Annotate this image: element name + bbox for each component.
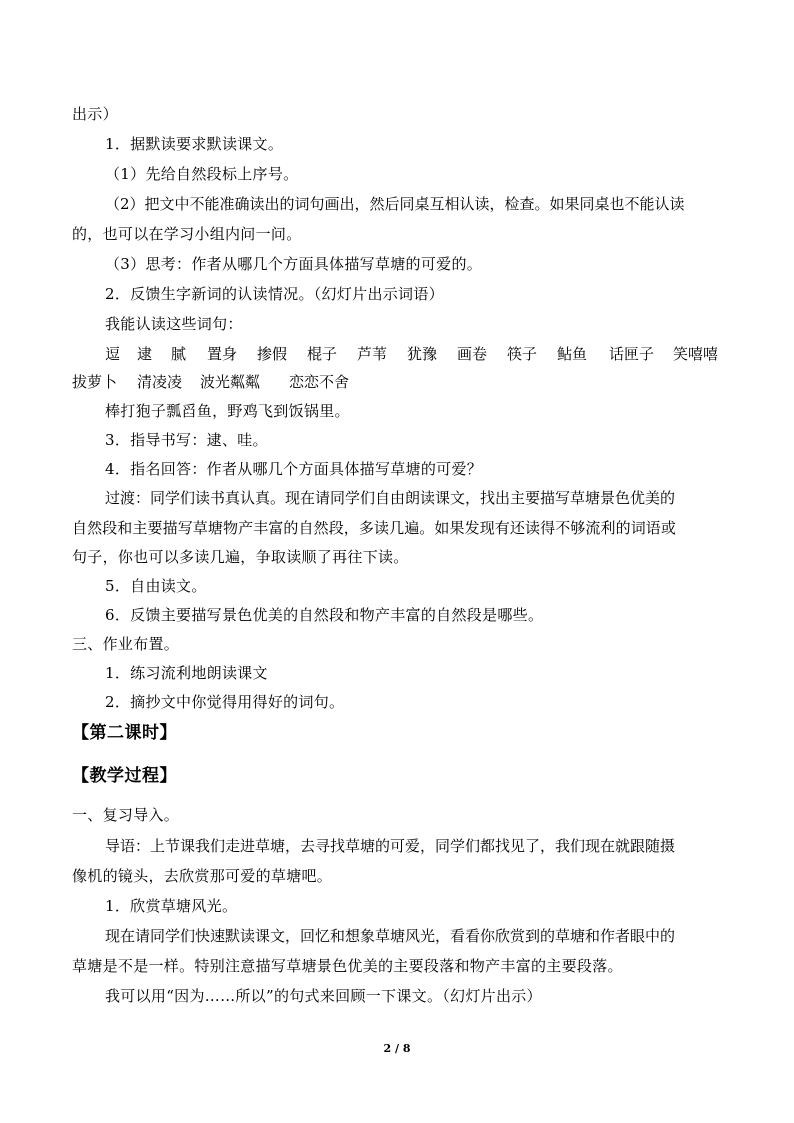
text-line: 2．摘抄文中你觉得用得好的词句。 (105, 693, 345, 711)
text-line: （3）思考：作者从哪几个方面具体描写草塘的可爱的。 (105, 255, 483, 273)
vocab-word: 波光粼粼 (200, 373, 261, 391)
section-title: 一、复习导入。 (72, 806, 180, 824)
text-line: （2）把文中不能准确读出的词句画出，然后同桌互相认读，检查。如果同桌也不能认读 (105, 195, 685, 213)
lesson-heading: 【第二课时】 (72, 723, 177, 743)
text-line: 的，也可以在学习小组内问一问。 (72, 225, 302, 243)
vocab-word: 犹豫 (407, 345, 438, 363)
text-line: 1．欣赏草塘风光。 (105, 897, 238, 915)
vocab-word: 腻 (171, 345, 187, 363)
text-line: 3．指导书写：逮、哇。 (105, 431, 268, 449)
vocab-word: 筷子 (507, 345, 538, 363)
text-line: 1．据默读要求默读课文。 (105, 135, 284, 153)
vocab-row-2 (0, 372, 794, 392)
text-line: 2．反馈生字新词的认读情况。（幻灯片出示词语） (105, 285, 444, 303)
text-line: 4．指名回答：作者从哪几个方面具体描写草塘的可爱？ (105, 460, 483, 478)
text-line: 像机的镜头，去欣赏那可爱的草塘吧。 (72, 867, 333, 885)
process-heading: 【教学过程】 (72, 766, 177, 786)
text-line: 过渡：同学们读书真认真。现在请同学们自由朗读课文，找出主要描写草塘景色优美的 (105, 489, 676, 507)
vocab-word: 清凌凌 (137, 373, 183, 391)
vocab-word: 掺假 (257, 345, 288, 363)
section-title: 三、作业布置。 (72, 635, 180, 653)
text-line: 6．反馈主要描写景色优美的自然段和物产丰富的自然段是哪些。 (105, 606, 544, 624)
vocab-word: 鲇鱼 (557, 345, 588, 363)
text-line: 句子，你也可以多读几遍，争取读顺了再往下读。 (72, 548, 409, 566)
text-line: 我可以用“因为……所以”的句式来回顾一下课文。（幻灯片出示） (105, 987, 542, 1005)
text-line: 1．练习流利地朗读课文 (105, 664, 268, 682)
vocab-word: 芦苇 (357, 345, 388, 363)
text-line: 出示） (72, 105, 118, 123)
text-line: 现在请同学们快速默读课文，回忆和想象草塘风光，看看你欣赏到的草塘和作者眼中的 (105, 927, 676, 945)
vocab-word: 逮 (137, 345, 153, 363)
vocab-word: 画卷 (457, 345, 488, 363)
text-line: 草塘是不是一样。特别注意描写草塘景色优美的主要段落和物产丰富的主要段落。 (72, 957, 623, 975)
text-line: （1）先给自然段标上序号。 (105, 165, 299, 183)
vocab-row-1 (0, 344, 794, 364)
vocab-word: 棍子 (307, 345, 338, 363)
text-line: 5．自由读文。 (105, 577, 207, 595)
vocab-word: 恋恋不舍 (289, 373, 350, 391)
page-number: 2 / 8 (383, 1042, 411, 1055)
vocab-word: 笑嘻嘻 (673, 345, 719, 363)
text-line: 棒打狍子瓢舀鱼，野鸡飞到饭锅里。 (105, 402, 350, 420)
text-line: 我能认读这些词句： (105, 315, 243, 333)
vocab-word: 逗 (105, 345, 121, 363)
text-line: 导语：上节课我们走进草塘，去寻找草塘的可爱，同学们都找见了，我们现在就跟随摄 (105, 837, 676, 855)
vocab-word: 话匣子 (609, 345, 655, 363)
vocab-word: 拔萝卜 (72, 373, 118, 391)
text-line: 自然段和主要描写草塘物产丰富的自然段，多读几遍。如果发现有还读得不够流利的词语或 (72, 519, 677, 537)
vocab-word: 置身 (207, 345, 238, 363)
